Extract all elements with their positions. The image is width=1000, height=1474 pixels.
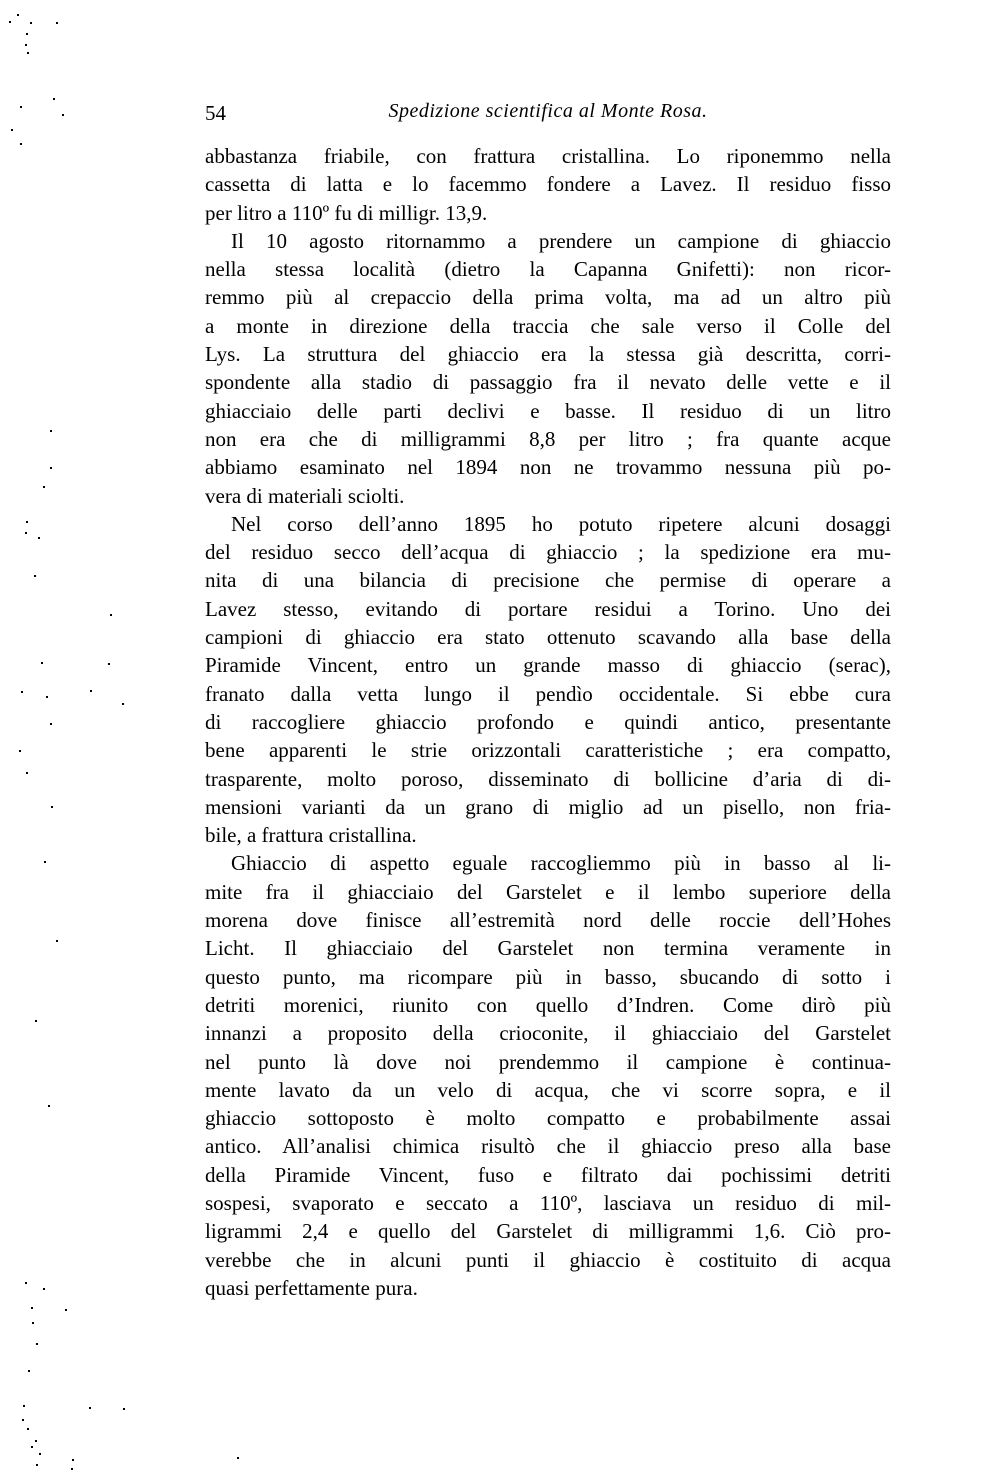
text-line: Il 10 agosto ritornammo a prendere un campione di ghiaccio — [231, 228, 891, 253]
text-line: nita di una bilancia di precisione che permise di operare a — [205, 568, 891, 593]
text-line: Licht. Il ghiacciaio del Garstelet non termina veramente in — [205, 936, 891, 961]
text-line: a monte in direzione della traccia che sale verso il Colle del — [205, 313, 891, 338]
text-line: sospesi, svaporato e seccato a 110º, lasciava un residuo di mil- — [205, 1190, 891, 1215]
text-line: verebbe che in alcuni punti il ghiaccio è costituito di acqua — [205, 1247, 891, 1272]
text-line: non era che di milligrammi 8,8 per litro ; fra quante acque — [205, 426, 891, 451]
text-line: Lys. La struttura del ghiaccio era la stessa già descritta, corri- — [205, 342, 891, 367]
text-line: del residuo secco dell’acqua di ghiaccio ; la spedizione era mu- — [205, 540, 891, 565]
text-line: morena dove finisce all’estremità nord delle roccie dell’Hohes — [205, 908, 891, 933]
text-line: abbiamo esaminato nel 1894 non ne trovammo nessuna più po- — [205, 455, 891, 480]
text-line: della Piramide Vincent, fuso e filtrato dai pochissimi detriti — [205, 1162, 891, 1187]
text-line: remmo più al crepaccio della prima volta, ma ad un altro più — [205, 285, 891, 310]
paragraph — [205, 227, 891, 510]
text-line: quasi perfettamente pura. — [205, 1275, 418, 1300]
paragraph — [205, 849, 891, 1302]
text-line: vera di materiali sciolti. — [205, 483, 405, 508]
text-line: nel punto là dove noi prendemmo il campione è continua- — [205, 1049, 891, 1074]
text-line: antico. All’analisi chimica risultò che il ghiaccio preso alla base — [205, 1134, 891, 1159]
paragraph — [205, 142, 891, 227]
text-line: Piramide Vincent, entro un grande masso di ghiaccio (serac), — [205, 653, 891, 678]
text-line: per litro a 110º fu di milligr. 13,9. — [205, 200, 488, 225]
text-line: mente lavato da un velo di acqua, che vi scorre sopra, e il — [205, 1077, 891, 1102]
text-line: cassetta di latta e lo facemmo fondere a Lavez. Il residuo fisso — [205, 172, 891, 197]
text-line: Ghiaccio di aspetto eguale raccogliemmo più in basso al li- — [231, 851, 891, 876]
text-line: innanzi a proposito della crioconite, il ghiacciaio del Garstelet — [205, 1021, 891, 1046]
text-line: ghiacciaio delle parti declivi e basse. Il residuo di un litro — [205, 398, 891, 423]
text-line: abbastanza friabile, con frattura cristallina. Lo riponemmo nella — [205, 144, 891, 168]
text-line: Lavez stesso, evitando di portare residui a Torino. Uno dei — [205, 596, 891, 621]
scan-noise-specks — [0, 0, 2, 2]
page-header — [205, 100, 891, 130]
page-body — [205, 142, 891, 1302]
text-line: mensioni varianti da un grano di miglio ad un pisello, non fria- — [205, 794, 891, 819]
text-line: Nel corso dell’anno 1895 ho potuto ripetere alcuni dosaggi — [231, 511, 891, 536]
text-line: campioni di ghiaccio era stato ottenuto scavando alla base della — [205, 625, 891, 650]
text-line: bile, a frattura cristallina. — [205, 823, 417, 848]
text-line: trasparente, molto poroso, disseminato di bollicine d’aria di di- — [205, 766, 891, 791]
text-line: di raccogliere ghiaccio profondo e quindi antico, presentante — [205, 709, 891, 734]
text-line: nella stessa località (dietro la Capanna Gnifetti): non ricor- — [205, 257, 891, 282]
text-line: questo punto, ma ricompare più in basso, sbucando di sotto i — [205, 964, 891, 989]
page-number: 54 — [205, 101, 226, 125]
text-line: mite fra il ghiacciaio del Garstelet e il lembo superiore della — [205, 879, 891, 904]
text-line: ligrammi 2,4 e quello del Garstelet di milligrammi 1,6. Ciò pro- — [205, 1219, 891, 1244]
paragraph — [205, 510, 891, 850]
text-line: spondente alla stadio di passaggio fra il nevato delle vette e il — [205, 370, 891, 395]
running-title: Spedizione scientifica al Monte Rosa. — [388, 100, 708, 122]
text-line: franato dalla vetta lungo il pendìo occidentale. Si ebbe cura — [205, 681, 891, 706]
text-line: detriti morenici, riunito con quello d’Indren. Come dirò più — [205, 992, 891, 1017]
text-line: bene apparenti le strie orizzontali caratteristiche ; era compatto, — [205, 738, 891, 763]
text-line: ghiaccio sottoposto è molto compatto e probabilmente assai — [205, 1106, 891, 1131]
